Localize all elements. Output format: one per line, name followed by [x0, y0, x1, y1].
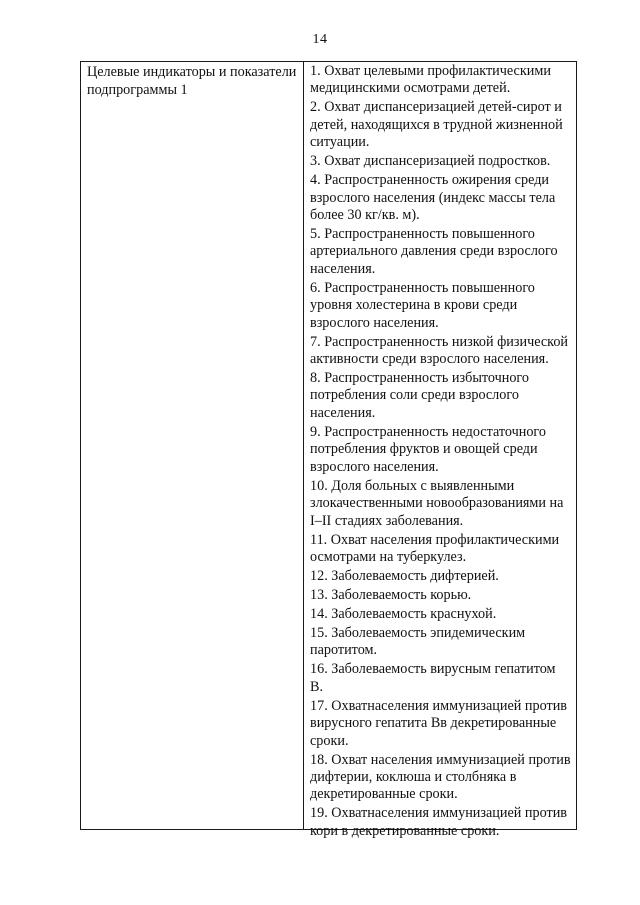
indicator-item: 9. Распространенность недостаточного потребления фруктов и овощей среди взрослого населения. — [310, 423, 546, 475]
indicator-item: 6. Распространенность повышенного уровня холестерина в крови среди взрослого населения. — [310, 279, 535, 331]
page-number: 14 — [312, 32, 328, 47]
indicator-item: 17. Охватнаселения иммунизацией против вирусного гепатита Вв декретированные сроки. — [310, 697, 567, 749]
indicator-item: 1. Охват целевыми профилактическими медицинскими осмотрами детей. — [310, 63, 551, 97]
table-left-cell — [81, 62, 304, 829]
indicator-item: 12. Заболеваемость дифтерией. — [310, 567, 499, 584]
indicator-item: 13. Заболеваемость корью. — [310, 586, 472, 603]
table-right-cell — [304, 62, 576, 839]
indicator-item: 16. Заболеваемость вирусным гепатитом В. — [310, 661, 556, 695]
indicator-item: 18. Охват населения иммунизацией против дифтерии, коклюша и столбняка в декретированные сроки. — [310, 751, 571, 803]
indicator-item: 3. Охват диспансеризацией подростков. — [310, 153, 551, 170]
indicator-item: 15. Заболеваемость эпидемическим паротитом. — [310, 624, 526, 659]
indicator-item: 8. Распространенность избыточного потребления соли среди взрослого населения. — [310, 370, 529, 421]
left-cell-heading: Целевые индикаторы и показатели подпрограммы 1 — [87, 64, 297, 98]
indicator-item: 11. Охват населения профилактическими осмотрами на туберкулез. — [310, 531, 560, 565]
indicator-item: 10. Доля больных с выявленными злокачественными новообразованиями на I–II стадиях заболевания. — [310, 477, 564, 529]
indicator-item: 2. Охват диспансеризацией детей-сирот и детей, находящихся в трудной жизненной ситуации. — [310, 99, 563, 151]
indicator-item: 19. Охватнаселения иммунизацией против кори в декретированные сроки. — [310, 805, 567, 839]
indicator-item: 4. Распространенность ожирения среди взрослого населения (индекс массы тела более 30 кг/кв. м). — [310, 172, 556, 224]
indicator-item: 14. Заболеваемость краснухой. — [310, 605, 497, 622]
indicator-item: 5. Распространенность повышенного артериального давления среди взрослого населения. — [310, 226, 558, 277]
indicator-item: 7. Распространенность низкой физической активности среди взрослого населения. — [310, 333, 569, 368]
indicators-table — [80, 61, 577, 839]
